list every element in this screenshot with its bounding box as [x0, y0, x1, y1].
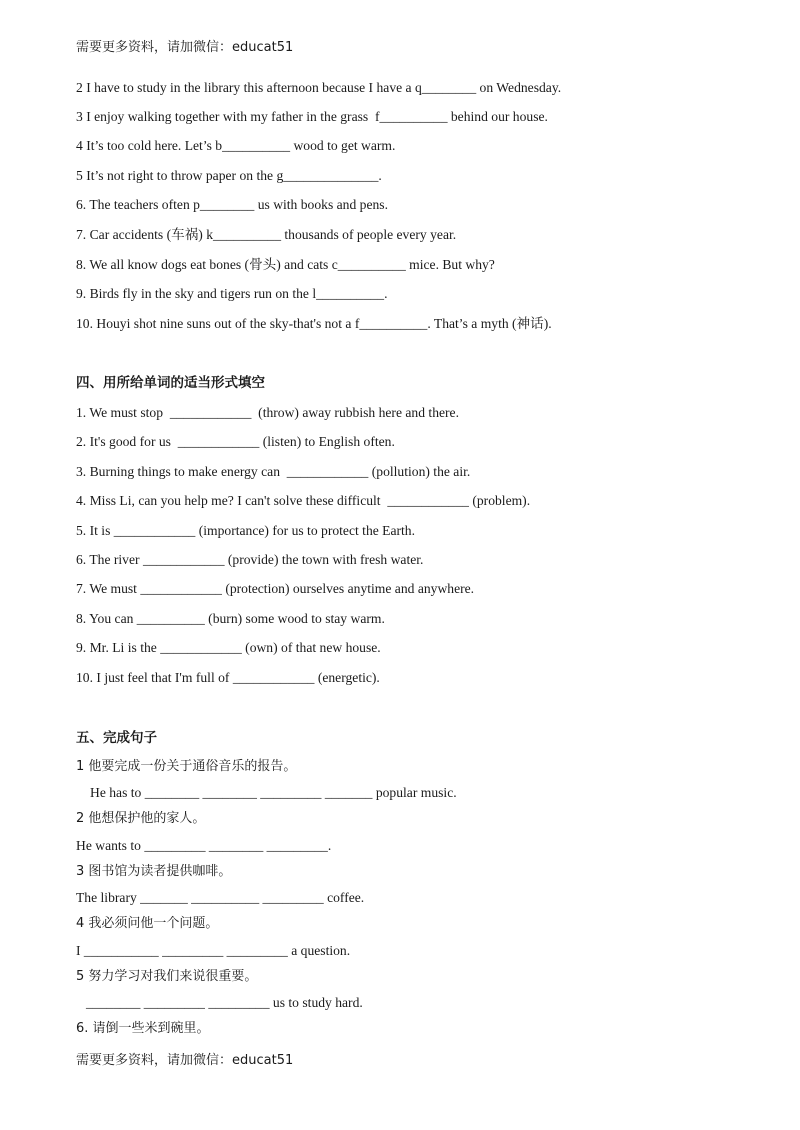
footer-note: 需要更多资料，请加微信：educat51 — [76, 1053, 294, 1068]
s4-item-6: 6. The river ____________ (provide) the town with fresh water. — [76, 552, 424, 567]
s3-item-9: 9. Birds fly in the sky and tigers run on the l__________. — [76, 286, 388, 301]
s4-item-9: 9. Mr. Li is the ____________ (own) of that new house. — [76, 640, 381, 655]
s4-item-1: 1. We must stop ____________ (throw) away rubbish here and there. — [76, 405, 459, 420]
s5-q3-english: The library _______ __________ _________ coffee. — [76, 890, 365, 905]
s4-item-3: 3. Burning things to make energy can ____________ (pollution) the air. — [76, 464, 471, 479]
header-note: 需要更多资料，请加微信：educat51 — [76, 40, 294, 55]
s5-q5-english: ________ _________ _________ us to study hard. — [86, 995, 363, 1010]
s4-item-5: 5. It is ____________ (importance) for us to protect the Earth. — [76, 523, 416, 538]
s4-item-4: 4. Miss Li, can you help me? I can't solve these difficult ____________ (problem). — [76, 493, 531, 508]
s3-item-4: 4 It’s too cold here. Let’s b__________ wood to get warm. — [76, 138, 396, 153]
s3-item-3: 3 I enjoy walking together with my father in the grass f__________ behind our house. — [76, 109, 548, 124]
s4-item-7: 7. We must ____________ (protection) ourselves anytime and anywhere. — [76, 581, 475, 596]
s3-item-5: 5 It’s not right to throw paper on the g______________. — [76, 168, 382, 183]
s4-item-2: 2. It's good for us ____________ (listen) to English often. — [76, 434, 395, 449]
s3-item-10: 10. Houyi shot nine suns out of the sky-that's not a f__________. That’s a myth (神话). — [76, 316, 552, 331]
section4-heading: 四、用所给单词的适当形式填空 — [76, 375, 265, 391]
s5-q4-english: I ___________ _________ _________ a question. — [76, 943, 351, 958]
s5-q6-chinese: 6. 请倒一些米到碗里。 — [76, 1021, 210, 1036]
s5-q2-english: He wants to _________ ________ _________. — [76, 838, 332, 853]
s5-q5-chinese: 5 努力学习对我们来说很重要。 — [76, 969, 258, 984]
s5-q4-chinese: 4 我必须问他一个问题。 — [76, 916, 219, 931]
s5-q1-english: He has to ________ ________ _________ _______ popular music. — [90, 785, 457, 800]
s4-item-8: 8. You can __________ (burn) some wood to stay warm. — [76, 611, 385, 626]
s3-item-7: 7. Car accidents (车祸) k__________ thousands of people every year. — [76, 227, 457, 242]
s5-q1-chinese: 1 他要完成一份关于通俗音乐的报告。 — [76, 759, 297, 774]
s5-q2-chinese: 2 他想保护他的家人。 — [76, 811, 206, 826]
s3-item-6: 6. The teachers often p________ us with books and pens. — [76, 197, 388, 212]
s5-q3-chinese: 3 图书馆为读者提供咖啡。 — [76, 864, 232, 879]
s3-item-2: 2 I have to study in the library this afternoon because I have a q________ on Wednesday. — [76, 80, 562, 95]
s3-item-8: 8. We all know dogs eat bones (骨头) and cats c__________ mice. But why? — [76, 257, 495, 272]
s4-item-10: 10. I just feel that I'm full of ____________ (energetic). — [76, 670, 380, 685]
section5-heading: 五、完成句子 — [76, 730, 157, 746]
